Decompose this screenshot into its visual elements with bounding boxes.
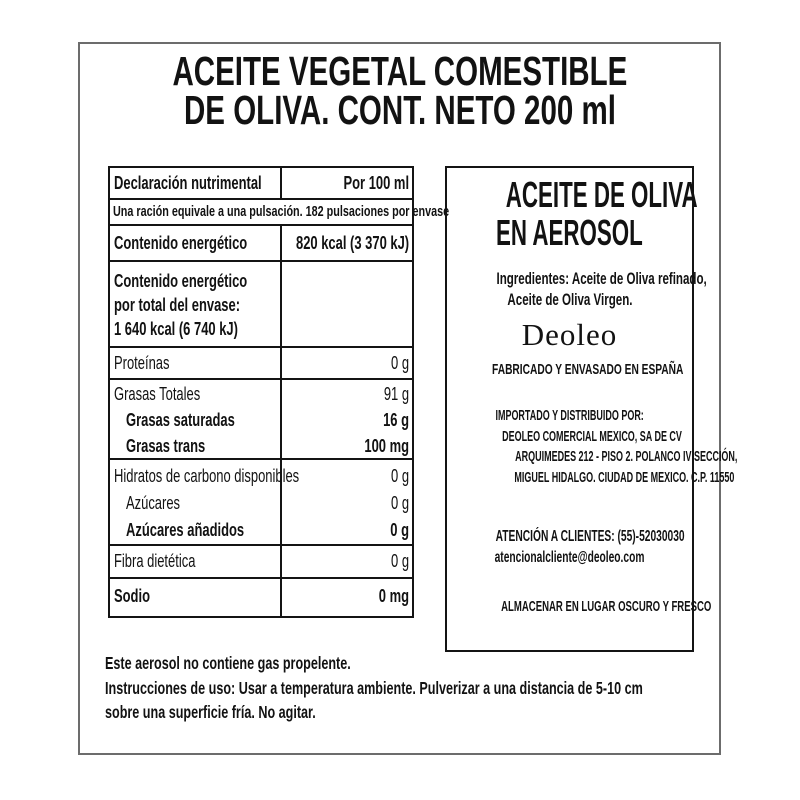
- table-row-fats: [110, 380, 412, 460]
- nutrient-value: 100 mg: [364, 436, 409, 456]
- nutrition-header-label: Declaración nutrimental: [114, 173, 262, 193]
- serving-note-row: [110, 200, 450, 226]
- empty-value-cell: [282, 262, 412, 346]
- customer-service-email: atencionalcliente@deoleo.com: [494, 549, 645, 566]
- table-row-energy-total: [110, 262, 412, 348]
- nutrient-label: por total del envase:: [114, 295, 241, 315]
- table-header-row: [110, 168, 412, 200]
- product-title: [78, 48, 721, 133]
- importer-line4: MIGUEL HIDALGO. CIUDAD DE MEXICO. C.P. 11550: [514, 469, 735, 486]
- per-100ml-label: Por 100 ml: [343, 173, 409, 193]
- brand-logo: Deoleo: [521, 317, 618, 352]
- table-row-sodium: [110, 579, 412, 616]
- nutrient-label: Hidratos de carbono disponibles: [114, 466, 300, 486]
- nutrient-label: Grasas saturadas: [126, 410, 235, 430]
- nutrient-value: 0 mg: [378, 586, 409, 606]
- nutrient-value: 0 g: [390, 466, 409, 486]
- nutrient-label: Fibra dietética: [114, 551, 196, 571]
- nutrient-label: Sodio: [114, 586, 150, 606]
- usage-instructions-line1: Instrucciones de uso: Usar a temperatura ambiente. Pulverizar a una distancia de 5-10 cm: [105, 677, 643, 698]
- nutrient-label: Grasas Totales: [114, 384, 201, 404]
- nutrient-value: 91 g: [383, 384, 409, 404]
- nutrient-value: 0 g: [390, 551, 409, 571]
- product-heading-line1: ACEITE DE OLIVA: [505, 174, 698, 215]
- ingredients-line1: Ingredientes: Aceite de Oliva refinado,: [496, 269, 707, 288]
- importer-text: [447, 406, 738, 488]
- product-info-panel: [445, 166, 738, 652]
- footer-notes: [105, 651, 705, 725]
- nutrient-value: 0 g: [390, 520, 409, 540]
- nutrient-label: Contenido energético: [114, 271, 248, 291]
- nutrient-label: 1 640 kcal (6 740 kJ): [114, 319, 238, 339]
- origin-text: FABRICADO Y ENVASADO EN ESPAÑA: [492, 361, 684, 378]
- table-row-energy: [110, 226, 412, 262]
- nutrient-value: 0 g: [390, 353, 409, 373]
- customer-service-phone: ATENCIÓN A CLIENTES: (55)-52030030: [495, 528, 685, 545]
- ingredients-line2: Aceite de Oliva Virgen.: [506, 290, 633, 309]
- importer-line3: ARQUIMEDES 212 - PISO 2. POLANCO IV SECCIÓN,: [515, 449, 738, 465]
- product-title-line1: ACEITE VEGETAL COMESTIBLE: [172, 48, 627, 94]
- storage-text: ALMACENAR EN LUGAR OSCURO Y FRESCO: [501, 599, 712, 615]
- usage-instructions-line2: sobre una superficie fría. No agitar.: [105, 702, 316, 722]
- nutrition-table: [108, 166, 450, 618]
- nutrient-value: 0 g: [390, 493, 409, 513]
- customer-service-text: [447, 526, 692, 568]
- nutrient-value: 820 kcal (3 370 kJ): [295, 233, 409, 253]
- importer-line2: DEOLEO COMERCIAL MEXICO, SA DE CV: [502, 428, 682, 445]
- serving-note: Una ración equivale a una pulsación. 182 pulsaciones por envase: [113, 203, 450, 220]
- importer-line1: IMPORTADO Y DISTRIBUIDO POR:: [495, 408, 644, 424]
- nutrient-label: Azúcares añadidos: [126, 520, 245, 540]
- table-row-fiber: [110, 546, 412, 579]
- table-row-carbs: [110, 460, 412, 546]
- nutrient-label: Grasas trans: [126, 436, 206, 456]
- nutrient-value: 16 g: [383, 410, 409, 430]
- nutrient-label: Contenido energético: [114, 233, 248, 253]
- product-heading-line2: EN AEROSOL: [496, 212, 643, 253]
- product-title-line2: DE OLIVA. CONT. NETO 200 ml: [183, 87, 616, 133]
- nutrient-label: Proteínas: [114, 353, 170, 373]
- propellant-note: Este aerosol no contiene gas propelente.: [105, 653, 351, 673]
- nutrient-label: Azúcares: [126, 493, 181, 513]
- table-row-proteins: [110, 348, 412, 380]
